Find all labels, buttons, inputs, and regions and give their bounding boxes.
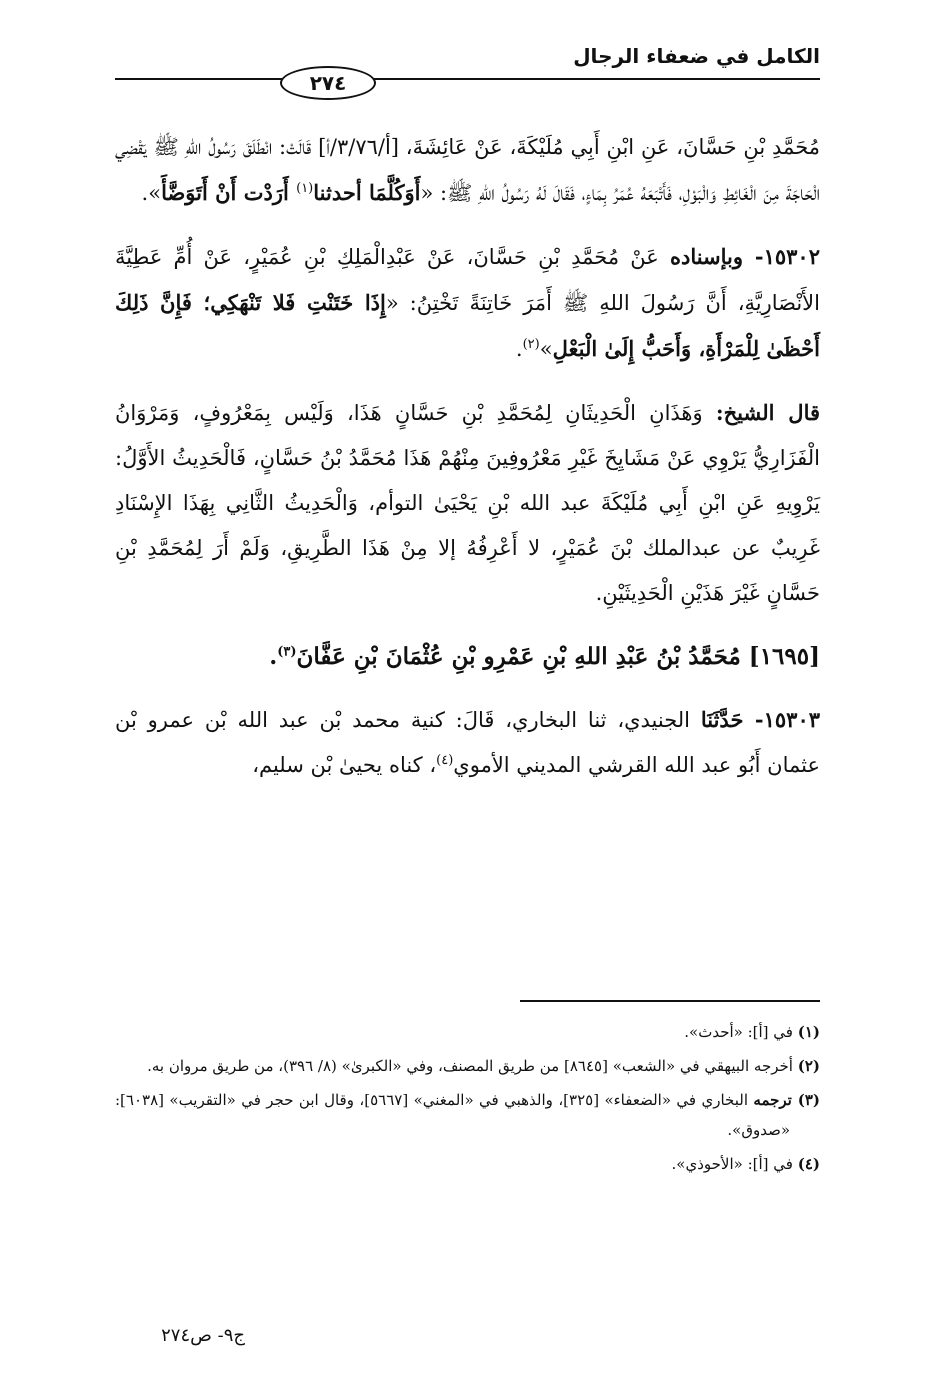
running-title: الكامل في ضعفاء الرجال: [573, 44, 820, 68]
paragraph-text: الجنيدي، ثنا البخاري، قَالَ: كنية محمد بْن عبد الله بْن عمرو بْن عثمان أَبُو عبد الله القرشي المديني الأموي: [115, 708, 820, 777]
header-rule: [115, 78, 820, 80]
footnote-number: (٣): [797, 1091, 820, 1109]
footnote-ref-4[interactable]: (٤): [436, 753, 454, 768]
footnote-number: (١): [797, 1023, 820, 1041]
volume-page-reference: ج٩- ص٢٧٤: [161, 1325, 245, 1346]
footnote-text: البخاري في «الضعفاء» [٣٢٥]، والذهبي في «المغني» [٥٦٦٧]، وقال ابن حجر في «التقريب» [٦٠٣٨]: «صدوق».: [115, 1091, 790, 1139]
paragraph-hadith-continuation: [115, 125, 820, 216]
paragraph-text: ، كناه يحيىٰ بْن سليم،: [252, 753, 437, 777]
paragraph-hadith-15302: [115, 234, 820, 372]
entry-heading-text: [١٦٩٥] مُحَمَّدُ بْنُ عَبْدِ اللهِ بْنِ عَمْرِو بْنِ عُثْمَانَ بْنِ عَفَّانَ: [296, 643, 820, 670]
footnote-number: (٢): [797, 1057, 820, 1075]
quote-text: أَرَدْت أَنْ أَتَوَضَّأَ: [161, 180, 297, 205]
quote-text: إِذَا خَتَنْتِ فَلا تَنْهَكِي؛ فَإِنَّ ذَلِكَ أَحْظَىٰ لِلْمَرْأَةِ، وَأَحَبُّ إِلَىٰ الْبَعْلِ: [115, 290, 820, 361]
footnote-divider: [520, 1000, 820, 1002]
paragraph-text: .: [515, 337, 523, 361]
page-number-badge: ٢٧٤: [280, 66, 376, 100]
footnote-1: [115, 1017, 820, 1047]
paragraph-hadith-15303: [115, 697, 820, 788]
page-header: [115, 38, 820, 95]
paragraph-text: عَنْ مُحَمَّدِ بْنِ حَسَّانَ، عَنْ عَبْدِالْمَلِكِ بْنِ عُمَيْرٍ، عَنْ أُمِّ عَطِيَّةَ الأَنْصَارِيَّةِ، أَنَّ رَسُولَ اللهِ ﷺ أَمَرَ خَاتِنَةً تَخْتِنُ: «: [115, 245, 820, 315]
hadith-keyword: حَدَّثَنَا: [700, 707, 744, 732]
footnote-2: [115, 1051, 820, 1081]
footnote-ref-1[interactable]: (١): [296, 181, 314, 196]
footnote-ref-2[interactable]: (٢): [522, 337, 540, 352]
footnote-text: في [أ]: «أحدث».: [684, 1023, 798, 1041]
entry-heading-1695: [115, 634, 820, 679]
footnote-keyword: ترجمه: [753, 1091, 798, 1109]
paragraph-text: وَهَذَانِ الْحَدِيثَانِ لِمُحَمَّدِ بْنِ حَسَّانٍ هَذَا، وَلَيْس بِمَعْرُوفٍ، وَمَرْوَانُ الْفَزَارِيُّ يَرْوِي عَنْ مَشَايِخَ غَيْرِ مَعْرُوفِينَ مِنْهُمْ هَذَا مُحَمَّدُ بْنُ حَسَّانٍ، فَالْحَدِيثُ الأَوَّلُ: يَرْوِيهِ عَنِ ابْنِ أَبِي مُلَيْكَةَ عبد الله بْنِ يَحْيَىٰ التوأم، وَالْحَدِيثُ الثَّانِي بِهَذَا الإِسْنَادِ غَرِيبٌ عن عبدالملك بْنَ عُمَيْرٍ، لا أَعْرِفُهُ إلا مِنْ هَذَا الطَّرِيقِ، وَلَمْ أَرَ لِمُحَمَّدِ بْنِ حَسَّانٍ غَيْرَ هَذَيْنِ الْحَدِيثَيْنِ.: [115, 401, 820, 605]
sheikh-keyword: قال الشيخ:: [715, 400, 820, 425]
footnote-text: أخرجه البيهقي في «الشعب» [٨٦٤٥] من طريق المصنف، وفي «الكبرىٰ» (٨/ ٣٩٦)، من طريق مروان به.: [147, 1057, 798, 1075]
paragraph-text: ».: [141, 181, 162, 205]
paragraph-text: »: [539, 337, 553, 361]
hadith-keyword: وبإسناده: [669, 244, 744, 269]
quote-text: أَوَكُلَّمَا أحدثنا: [313, 180, 421, 205]
footnote-ref-3[interactable]: (٣): [277, 644, 297, 660]
hadith-number: ١٥٣٠٢-: [743, 244, 820, 269]
footnote-3: [115, 1085, 820, 1145]
paragraph-sheikh-comment: [115, 390, 820, 616]
hadith-number: ١٥٣٠٣-: [743, 707, 821, 732]
entry-heading-end: .: [269, 643, 278, 670]
footnote-4: [115, 1149, 820, 1179]
footnote-text: في [أ]: «الأحوذي».: [671, 1155, 798, 1173]
footnotes: [115, 1017, 820, 1183]
main-text: [115, 125, 820, 806]
paragraph-text: مُحَمَّدِ بْنِ حَسَّانَ، عَنِ ابْنِ أَبِي مُلَيْكَةَ، عَنْ عَائِشَةَ، [أ/٣/٧٦/أ] قَالَتْ: انْطَلَقَ رَسُولُ اللهِ ﷺ يَقْضِي الْحَاجَةَ مِنَ الْغَائِطِ وَالْبَوْلِ، فَأَتْبَعَهُ عُمَرُ بِمَاءٍ، فَقَالَ لَهُ رَسُولُ اللهِ ﷺ: «: [115, 135, 821, 205]
footnote-number: (٤): [797, 1155, 820, 1173]
